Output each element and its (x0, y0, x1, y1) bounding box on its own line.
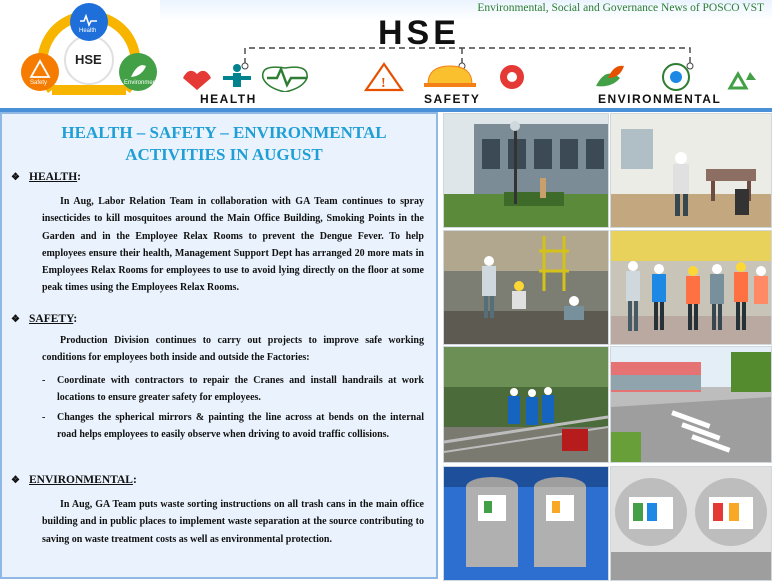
category-environmental: ENVIRONMENTAL (598, 92, 722, 106)
health-paragraph: In Aug, Labor Relation Team in collaboration with GA Team continues to spray insecticides to kill mosquitoes around the Main Office Building, Smoking Points in the Garden and in the Employee Relax Rooms to prevent the Dengue Fever. To help employees ensure their health, Management Support Dept has arranged 20 more mats in Employees Relax Rooms for employees to use to avoid lying directly on the floor at some peak times using the Employees Relax Rooms. (42, 196, 424, 294)
panel-title-line2: ACTIVITIES IN AUGUST (125, 145, 323, 164)
panel-title (20, 122, 428, 166)
health-icons (175, 62, 335, 92)
health-heading: ❖ HEALTH: (11, 171, 81, 183)
photo-road-marking (610, 346, 772, 463)
logo-environment-label: Environment (124, 80, 158, 86)
photo-relax-room-mats (610, 113, 772, 228)
safety-heading: ❖ SAFETY: (11, 313, 78, 325)
category-health: HEALTH (200, 92, 257, 106)
photo-safety-briefing (610, 230, 772, 345)
diamond-bullet-icon: ❖ (11, 314, 20, 325)
photo-handrail-install (443, 346, 609, 463)
logo-center-label: HSE (75, 52, 102, 67)
activities-panel: HEALTH – SAFETY – ENVIRONMENTAL ACTIVITIES IN AUGUST ❖ HEALTH: In Aug, Labor Relation Team in collaboration with GA Team continues to spray insecticides to kill mosquitoes around the Main Office Building, Smoking Points in the Garden and in the Employee Relax Rooms to prevent the Dengue Fever. To help employees ensure their health, Management Support Dept has arranged 20 more mats in Employees Relax Rooms for employees to use to avoid lying directly on the floor at some peak times using the Employees Relax Rooms. ❖ SAFETY: Production Division continues to carry out projects to improve safe working conditions for employees both inside and outside the Factories: - Coordinate with contractors to repair the Cranes and install handrails at work locations to ensure greater safety for employees. - Changes the spherical mirrors & painting the line across at bends on the internal road helps employees to easily observe when driving to avoid traffic collisions. ❖ ENVIRONMENTAL: In Aug, GA Team puts waste sorting instructions on all trash cans in the main office building and in public places to implement waste separation at the source contributing to saving on waste treatment costs as well as environmental protection. (0, 112, 438, 579)
environmental-icons (590, 62, 770, 92)
safety-paragraph: Production Division continues to carry out projects to improve safe working conditions for employees both inside and outside the Factories: (42, 335, 424, 364)
logo-safety-label: Safety (30, 80, 48, 86)
logo-health-label: Health (79, 28, 97, 34)
environmental-heading: ❖ ENVIRONMENTAL: (11, 474, 137, 486)
newsletter-caption: Environmental, Social and Governance News of POSCO VST (477, 2, 764, 14)
svg-text:!: ! (381, 76, 386, 91)
photo-trash-cans-2 (610, 466, 772, 581)
photo-trash-cans-1 (443, 466, 609, 581)
diamond-bullet-icon: ❖ (11, 172, 20, 183)
hse-title: HSE (378, 14, 460, 52)
diamond-bullet-icon: ❖ (11, 475, 20, 486)
panel-title-line1: HEALTH – SAFETY – ENVIRONMENTAL (61, 123, 387, 142)
photo-crane-repair (443, 230, 609, 345)
safety-icons (362, 62, 542, 92)
environmental-paragraph: In Aug, GA Team puts waste sorting instructions on all trash cans in the main office building and in public places to implement waste separation at the source contributing to saving on waste treatment costs as well as environmental protection. (42, 499, 424, 545)
category-safety: SAFETY (424, 92, 481, 106)
header-banner (0, 0, 772, 110)
photo-spraying-insecticide (443, 113, 609, 228)
